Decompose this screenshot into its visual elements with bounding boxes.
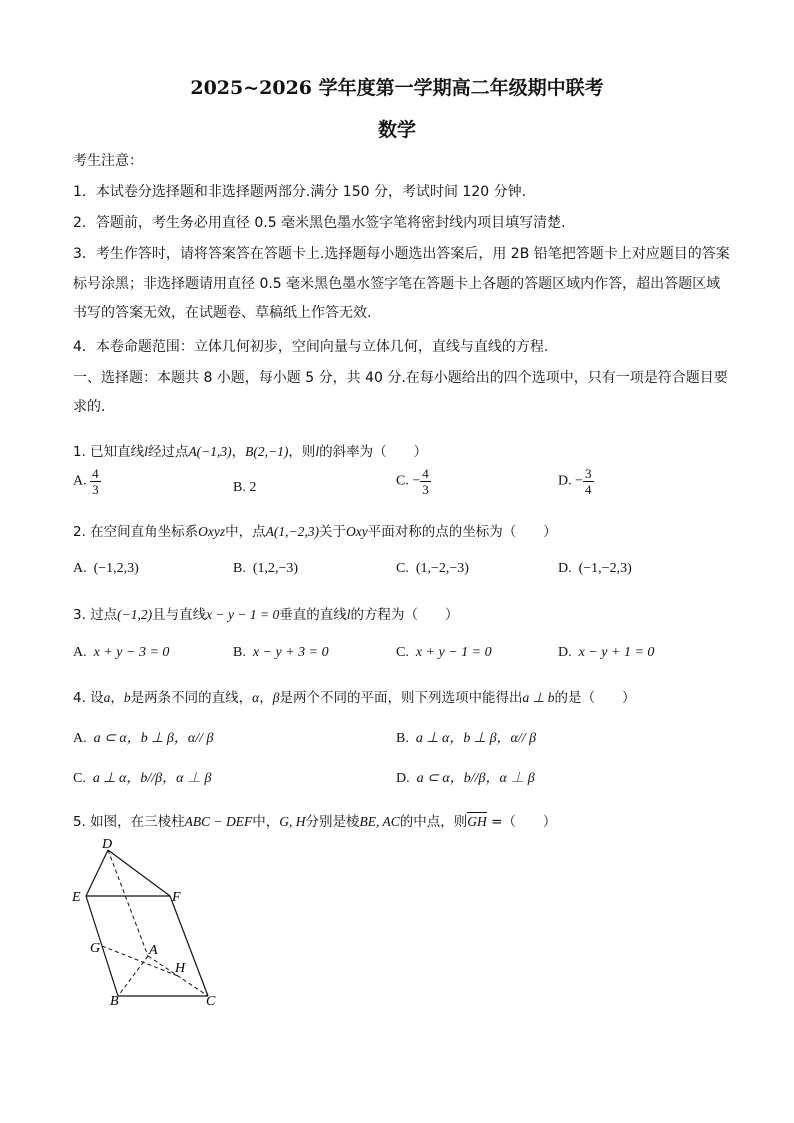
q1-var-l: l [315,444,320,459]
q3-point: (−1,2) [117,607,153,622]
q3-option-c[interactable] [396,645,492,661]
q1-point-a: A(−1,3) [188,444,232,459]
q4-target: a ⊥ b [522,690,555,705]
q5-text: 分别是棱 [305,814,360,830]
option-label: C. [73,771,86,786]
option-value: x + y − 1 = 0 [415,645,492,660]
notice-item-2: 2．答题前，考生务必用直径 0.5 毫米黑色墨水签字笔将密封线内项目填写清楚. [73,215,566,231]
option-label: B. [233,645,246,660]
q5-edges: BE, AC [359,814,400,829]
q4-text: 4. 设 [73,690,104,706]
question-3-stem [73,603,459,623]
q3-text: 3. 过点 [73,607,118,623]
q5-text: 的中点，则 [399,814,468,830]
option-value: a ⊂ α，b ⊥ β，α// β [93,731,214,746]
label-h: H [175,961,186,976]
q5-points: G, H [279,814,306,829]
q3-line-eq: x − y − 1 = 0 [206,607,280,622]
subject-title: 数学 [377,119,416,141]
q4-var-b: b [123,690,131,705]
q4-option-c[interactable] [73,767,211,787]
q1-text: 1. 已知直线 [73,444,145,460]
fraction [583,466,594,497]
numerator: 3 [585,466,592,481]
label-f: F [172,890,181,905]
q2-option-d[interactable] [558,561,632,577]
numerator: 4 [92,466,99,481]
edge-df [108,850,170,896]
option-label: D. [396,771,410,786]
question-4-stem [73,686,636,706]
option-value: a ⊥ α，b//β，α ⊥ β [92,771,212,786]
edge-de [86,850,108,896]
option-label: A. [73,731,87,746]
sign: − [575,473,584,489]
notice-item-1: 1．本试卷分选择题和非选择题两部分.满分 150 分，考试时间 120 分钟. [73,184,527,200]
question-5-stem [73,810,556,830]
q2-option-c[interactable] [396,561,469,577]
option-label: D. [558,473,572,489]
option-label: B. [233,480,246,495]
q5-text: 中， [252,814,280,830]
sign: − [412,473,421,489]
label-b: B [110,994,119,1008]
q3-option-a[interactable] [73,645,169,661]
q2-text: 中，点 [225,524,266,540]
q2-option-b[interactable] [233,561,298,577]
q5-vector-gh: GH [467,814,487,829]
fraction [420,466,431,497]
q3-option-b[interactable] [233,645,329,661]
option-label: A. [73,645,87,660]
denominator: 4 [585,482,592,497]
q3-option-d[interactable] [558,645,654,661]
q3-text: 垂直的直线 [279,607,347,623]
option-label: D. [558,561,572,576]
q2-text: 关于 [319,524,347,540]
label-g: G [90,941,101,956]
q3-var-l: l [346,607,351,622]
q2-coord-system: Oxyz [198,524,226,539]
option-label: D. [558,645,572,660]
section-heading: 一、选择题：本题共 8 小题，每小题 5 分，共 40 分.在每小题给出的四个选项中，只有一项是符合题目要求的. [73,370,728,415]
option-value: x − y + 1 = 0 [578,645,655,660]
q1-text: ，则 [288,444,316,460]
prism-figure [66,838,236,1008]
option-label: A. [73,473,87,489]
option-value: (1,−2,−3) [415,561,469,576]
q4-text: 是两个不同的平面，则下列选项中能得出 [279,690,523,706]
segment-gh [102,946,178,976]
label-c: C [206,994,216,1008]
option-label: C. [396,473,409,489]
q5-prism: ABC − DEF [184,814,253,829]
option-value: x + y − 3 = 0 [93,645,170,660]
q1-option-b[interactable] [233,480,256,496]
notice-item-4: 4．本卷命题范围：立体几何初步，空间向量与立体几何，直线与直线的方程. [73,339,549,355]
q2-option-a[interactable] [73,561,139,577]
q2-plane: Oxy [346,524,368,539]
q4-var-a: a [103,690,111,705]
option-value: (−1,−2,3) [578,561,632,576]
q4-var-alpha: α [252,690,260,705]
q1-option-a[interactable] [73,466,101,497]
q4-text: 是两条不同的直线， [130,690,253,706]
q5-text: 5. 如图，在三棱柱 [73,814,185,830]
question-1-stem [73,440,427,460]
option-value: (1,2,−3) [252,561,299,576]
option-value: (−1,2,3) [93,561,139,576]
option-label: B. [396,731,409,746]
option-value: x − y + 3 = 0 [252,645,329,660]
q1-option-c[interactable] [396,466,431,497]
label-d: D [102,838,113,852]
option-label: A. [73,561,87,576]
q4-var-beta: β [272,690,280,705]
option-label: B. [233,561,246,576]
denominator: 3 [92,482,99,497]
q1-comma: ， [231,444,246,460]
question-2-stem [73,520,557,540]
edge-da [108,850,148,956]
exam-title: 2025~2026 学年度第一学期高二年级期中联考 [190,77,604,99]
option-value: a ⊥ α，b ⊥ β，α// β [415,731,537,746]
denominator: 3 [422,482,429,497]
q5-text: =（ ） [486,814,557,830]
option-value: 2 [249,480,257,495]
option-label: C. [396,645,409,660]
q4-text: ， [110,690,124,706]
q4-option-a[interactable] [73,727,213,747]
notice-item-3: 3．考生作答时，请将答案答在答题卡上.选择题每小题选出答案后，用 2B 铅笔把答题卡上对应题目的答案标号涂黑；非选择题请用直径 0.5 毫米黑色墨水签字笔在答题卡上各题的答题区域内作答，超出答题区域书写的答案无效，在试题卷、草稿纸上作答无效. [73,246,730,321]
q2-text: 2. 在空间直角坐标系 [73,524,199,540]
option-value: a ⊂ α，b//β，α ⊥ β [416,771,535,786]
q1-text: 经过点 [147,444,189,460]
q1-point-b: B(2,−1) [245,444,289,459]
option-label: C. [396,561,409,576]
q1-option-d[interactable] [558,466,594,497]
q4-text: ， [259,690,273,706]
numerator: 4 [422,466,429,481]
q4-option-b[interactable] [396,727,536,747]
fraction [90,466,101,497]
label-a: A [149,943,158,958]
q4-option-d[interactable] [396,767,535,787]
q1-var-l: l [144,444,148,459]
label-e: E [72,890,81,905]
q2-text: 平面对称的点的坐标为（ ） [367,524,557,540]
q3-text: 且与直线 [152,607,207,623]
edge-fc [170,896,208,996]
q3-text: 的方程为（ ） [350,607,459,623]
q1-text: 的斜率为（ ） [319,444,428,460]
q2-point-a: A(1,−2,3) [265,524,320,539]
q4-text: 的是（ ） [554,690,636,706]
notice-heading: 考生注意： [73,153,143,169]
